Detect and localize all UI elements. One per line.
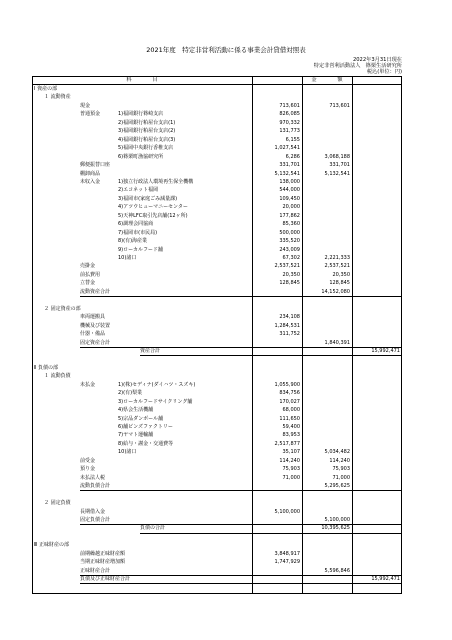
row-sublabel: 6)篠栗町漁協研究所 [118, 153, 164, 160]
table-row [32, 416, 402, 424]
table-row [32, 441, 402, 449]
amount-c3: 1,840,391 [324, 339, 350, 346]
row-sublabel: 10)諸口 [118, 449, 137, 456]
table-row [32, 424, 402, 432]
row-label: 固定資産合計 [80, 339, 111, 346]
amount-c2: 1,747,929 [274, 559, 300, 566]
amount-c2: 243,009 [279, 246, 300, 253]
table-row [32, 111, 402, 119]
total-underline [80, 583, 402, 584]
row-label: 正味財産合計 [80, 567, 111, 574]
row-label: 什器・備品 [80, 331, 106, 338]
table-row [32, 314, 402, 322]
table-row [32, 542, 402, 550]
amount-c4: 15,992,471 [371, 576, 400, 583]
amount-c2: 20,000 [282, 204, 300, 211]
table-row [32, 272, 402, 280]
row-sublabel: 6)舗ピンズファクトリー [118, 424, 173, 430]
table-row [32, 534, 402, 542]
amount-c2: 2,537,521 [274, 263, 300, 270]
table-row [32, 171, 402, 179]
table-row [32, 297, 402, 305]
table-row [32, 382, 402, 390]
row-label: Ⅱ 負債の部 [34, 364, 59, 371]
amount-c2: 5,132,541 [274, 170, 300, 177]
amount-c2: 111,650 [279, 415, 300, 422]
row-sublabel: 8)給与・謝金・交通費等 [118, 440, 174, 447]
table-row [32, 280, 402, 288]
row-label: 未払金 [80, 381, 96, 388]
amount-c2: 85,360 [282, 221, 300, 228]
table-row [32, 509, 402, 517]
row-sublabel: 6)調理会同協商 [118, 221, 154, 228]
amount-c2: 75,903 [282, 466, 300, 473]
amount-c2: 234,108 [279, 314, 300, 321]
row-label: 棚卸商品 [80, 170, 101, 177]
row-label: 車両運搬具 [80, 314, 106, 321]
row-label: 機械及び装置 [80, 322, 111, 329]
organization-name: 特定非営利活動法人 篠栗生活研究所 [313, 63, 402, 69]
amount-c3: 71,000 [332, 474, 350, 481]
amount-c2: 6,155 [285, 136, 300, 143]
table-row [32, 306, 402, 314]
amount-c3: 5,295,625 [324, 483, 350, 490]
amount-c3: 5,034,482 [324, 449, 350, 456]
amount-c2: 6,286 [285, 153, 300, 160]
table-row [32, 120, 402, 128]
amount-c3: 5,100,000 [324, 516, 350, 523]
row-sublabel: 4)県会生活機舗 [118, 407, 154, 414]
row-label: 売掛金 [80, 263, 96, 270]
row-label: Ⅲ 正味財産の部 [34, 542, 70, 549]
row-sublabel: 2)(有)梨業 [118, 390, 143, 397]
row-sublabel: 10)諸口 [118, 255, 137, 261]
amount-c2: 114,240 [279, 457, 300, 464]
table-row [32, 128, 402, 136]
row-sublabel: 4)アツウヒューマニーセンター [118, 204, 188, 211]
table-row [32, 500, 402, 508]
row-label: 当期正味財産増加額 [80, 559, 126, 566]
table-row [32, 204, 402, 212]
row-label: 固定負債合計 [80, 516, 111, 523]
row-label: １ 流動負債 [44, 373, 71, 380]
amount-c2: 1,055,900 [274, 381, 300, 388]
row-label: 立替金 [80, 280, 96, 287]
amount-c2: 67,302 [282, 255, 300, 261]
amount-c3: 331,701 [329, 162, 350, 169]
row-label: 流動資産合計 [80, 288, 111, 295]
row-label: ２ 固定負債 [44, 500, 71, 507]
table-row [32, 154, 402, 162]
amount-c2: 109,450 [279, 195, 300, 202]
table-row [32, 86, 402, 94]
table-row [32, 373, 402, 381]
amount-c2: 20,350 [282, 271, 300, 278]
amount-c3: 713,601 [329, 102, 350, 109]
amount-c3: 114,240 [329, 457, 350, 464]
row-label: 現金 [80, 102, 91, 109]
amount-c3: 20,350 [332, 271, 350, 278]
row-sublabel: 1)(株)セディナ(ダイハツ・スズキ) [118, 381, 196, 388]
table-row [32, 137, 402, 145]
document-title: 2021年度 特定非営利活動に係る事業会計貸借対照表 [146, 46, 306, 54]
amount-c2: 331,701 [279, 162, 300, 169]
table-row [32, 458, 402, 466]
table-row [32, 187, 402, 195]
table-row [32, 390, 402, 398]
table-row [32, 213, 402, 221]
row-sublabel: 5)天神LFC取引先店舗(12ヶ所) [118, 212, 188, 219]
amount-c2: 128,845 [279, 280, 300, 287]
row-label: 前受金 [80, 457, 96, 464]
header-amount: 金 額 [311, 77, 343, 83]
row-label: 長期借入金 [80, 508, 106, 515]
table-row [32, 179, 402, 187]
table-row [32, 255, 402, 263]
table-row [32, 356, 402, 364]
amount-c2: 35,107 [282, 449, 300, 456]
amount-c2: 834,756 [279, 390, 300, 397]
row-label: 郵便振替口座 [80, 162, 111, 169]
row-label: 前払費用 [80, 271, 101, 278]
table-row [32, 407, 402, 415]
amount-c3: 2,221,333 [324, 255, 350, 261]
row-label: Ⅰ 資産の部 [34, 86, 58, 92]
row-sublabel: 4)福岡銀行粕屋台支店(3) [118, 136, 176, 143]
row-label: 流動負債合計 [80, 483, 111, 490]
amount-c2: 500,000 [279, 229, 300, 236]
header-item: 科 目 [126, 77, 158, 83]
row-label: 負債の合計 [140, 525, 166, 532]
table-row [32, 230, 402, 238]
amount-c3: 2,537,521 [324, 263, 350, 270]
row-sublabel: 7)ヤマト運輸舗 [118, 432, 154, 439]
row-sublabel: 8)(有)海産業 [118, 238, 148, 245]
amount-c3: 75,903 [332, 466, 350, 473]
report-date: 2022年3月31日現在 [352, 57, 402, 63]
row-label: 預り金 [80, 466, 96, 473]
amount-c3: 5,596,846 [324, 567, 350, 574]
amount-c2: 131,773 [279, 128, 300, 135]
amount-c2: 335,520 [279, 238, 300, 245]
table-row [32, 331, 402, 339]
table-row [32, 559, 402, 567]
row-label: 普通預金 [80, 111, 101, 118]
row-label: 負債及び正味財産合計 [80, 576, 131, 583]
amount-c2: 138,000 [279, 178, 300, 185]
amount-c2: 83,953 [282, 432, 300, 439]
amount-c2: 1,027,541 [274, 145, 300, 152]
table-row [32, 263, 402, 271]
table-row [32, 238, 402, 246]
table-row [32, 365, 402, 373]
table-row [32, 449, 402, 457]
amount-c3: 14,152,080 [321, 288, 350, 295]
amount-c2: 970,332 [279, 119, 300, 126]
unit-note: 税込(単位：円) [366, 69, 402, 75]
amount-c3: 3,068,188 [324, 153, 350, 160]
amount-c2: 5,100,000 [274, 508, 300, 515]
row-sublabel: 1)福岡銀行篠崎支店 [118, 111, 164, 118]
row-label: 未払法人税 [80, 474, 106, 481]
amount-c2: 177,862 [279, 212, 300, 219]
table-row [32, 492, 402, 500]
amount-c2: 59,400 [282, 424, 300, 430]
table-row [32, 432, 402, 440]
table-row [32, 399, 402, 407]
table-row [32, 221, 402, 229]
table-row [32, 323, 402, 331]
row-label: 前期繰越正味財産額 [80, 550, 126, 557]
row-sublabel: 2)エコネット福岡 [118, 187, 159, 194]
row-sublabel: 1)独立行政法人環境再生保全機構 [118, 178, 194, 185]
amount-c2: 1,284,531 [274, 322, 300, 329]
row-label: ２ 固定資産の部 [44, 305, 81, 312]
table-row [32, 247, 402, 255]
row-sublabel: 7)福岡市(市民局) [118, 229, 158, 236]
row-label: １ 流動資産 [44, 94, 71, 101]
amount-c2: 71,000 [282, 474, 300, 481]
table-row [32, 145, 402, 153]
amount-c2: 68,000 [282, 407, 300, 414]
amount-c2: 713,601 [279, 102, 300, 109]
table-row [32, 94, 402, 102]
row-sublabel: 5)宗品ダンボール舗 [118, 415, 164, 422]
amount-c2: 3,848,917 [274, 550, 300, 557]
amount-c2: 544,000 [279, 187, 300, 194]
amount-c4: 15,992,471 [371, 347, 400, 354]
table-row [32, 162, 402, 170]
table-row [32, 475, 402, 483]
amount-c2: 311,752 [279, 331, 300, 338]
row-sublabel: 9)ローカルフード舗 [118, 246, 163, 253]
table-row [32, 466, 402, 474]
amount-c2: 2,517,877 [274, 440, 300, 447]
row-sublabel: 3)福岡銀行粕屋台支店(2) [118, 128, 176, 135]
row-sublabel: 3)福岡市(家庭ごみ減量課) [118, 195, 178, 202]
row-label: 資産合計 [140, 347, 161, 354]
row-sublabel: 2)福岡銀行粕屋台支店(1) [118, 119, 176, 126]
amount-c3: 5,132,541 [324, 170, 350, 177]
amount-c3: 10,395,625 [321, 525, 350, 532]
row-sublabel: 3)ローカルフードサイクリング舗 [118, 398, 193, 405]
amount-c2: 826,085 [279, 111, 300, 118]
row-label: 未収入金 [80, 178, 101, 185]
table-row [32, 103, 402, 111]
row-sublabel: 5)福岡中央銀行香椎支店 [118, 145, 174, 152]
amount-c3: 128,845 [329, 280, 350, 287]
table-row [32, 551, 402, 559]
amount-c2: 170,027 [279, 398, 300, 405]
table-row [32, 196, 402, 204]
